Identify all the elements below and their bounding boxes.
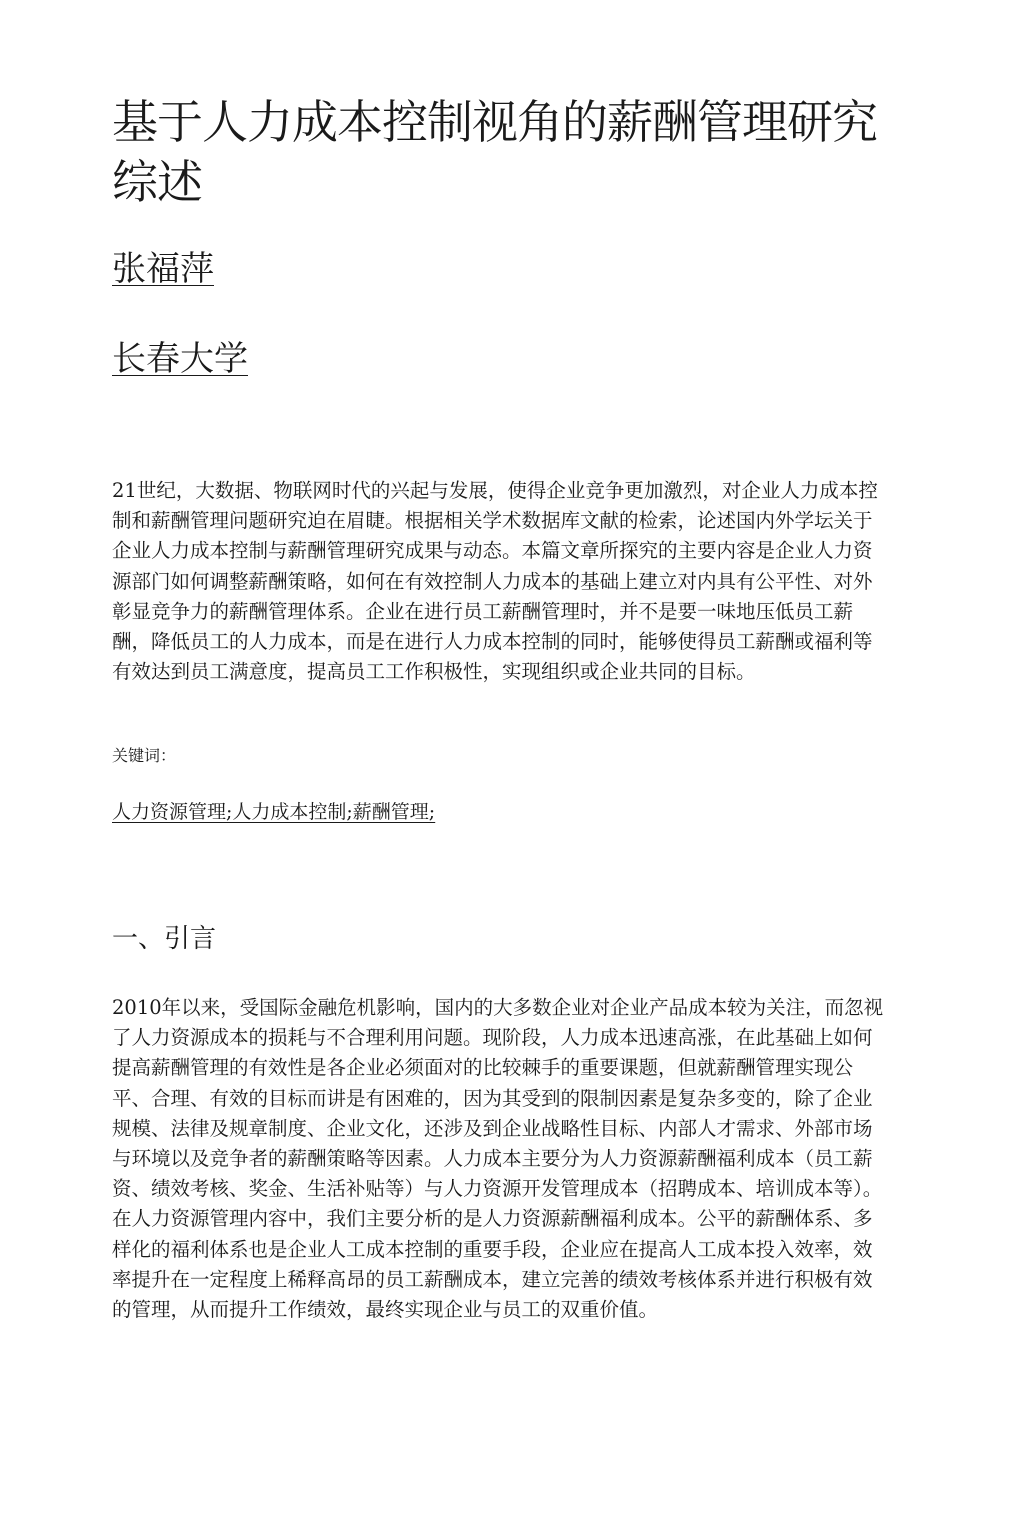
keywords-label: 关键词：: [112, 746, 177, 765]
introduction-paragraph: 2010年以来，受国际金融危机影响，国内的大多数企业对企业产品成本较为关注，而忽视了人力资源成本的损耗与不合理利用问题。现阶段，人力成本迅速高涨，在此基础上如何提高薪酬管理的有效性是各企业必须面对的比较棘手的重要课题，但就薪酬管理实现公平、合理、有效的目标而讲是有困难的，因为其受到的限制因素是复杂多变的，除了企业规模、法律及规章制度、企业文化，还涉及到企业战略性目标、内部人才需求、外部市场与环境以及竞争者的薪酬策略等因素。人力成本主要分为人力资源薪酬福利成本（员工薪资、绩效考核、奖金、生活补贴等）与人力资源开发管理成本（招聘成本、培训成本等）。在人力资源管理内容中，我们主要分析的是人力资源薪酬福利成本。公平的薪酬体系、多样化的福利体系也是企业人工成本控制的重要手段，企业应在提高人工成本投入效率，效率提升在一定程度上稀释高昂的员工薪酬成本，建立完善的绩效考核体系并进行积极有效的管理，从而提升工作绩效，最终实现企业与员工的双重价值。: [112, 996, 884, 1322]
section-heading-introduction: 一、引言: [112, 924, 217, 954]
author-link[interactable]: 张福萍: [112, 249, 214, 289]
affiliation-link[interactable]: 长春大学: [112, 339, 248, 379]
paper-title: 基于人力成本控制视角的薪酬管理研究综述: [112, 95, 877, 209]
abstract-text: 21世纪，大数据、物联网时代的兴起与发展，使得企业竞争更加激烈，对企业人力成本控制和薪酬管理问题研究迫在眉睫。根据相关学术数据库文献的检索，论述国内外学坛关于企业人力成本控制与薪酬管理研究成果与动态。本篇文章所探究的主要内容是企业人力资源部门如何调整薪酬策略，如何在有效控制人力成本的基础上建立对内具有公平性、对外彰显竞争力的薪酬管理体系。企业在进行员工薪酬管理时，并不是要一味地压低员工薪酬，降低员工的人力成本，而是在进行人力成本控制的同时，能够使得员工薪酬或福利等有效达到员工满意度，提高员工工作积极性，实现组织或企业共同的目标。: [112, 479, 878, 684]
keywords-link[interactable]: 人力资源管理;人力成本控制;薪酬管理;: [112, 801, 436, 823]
